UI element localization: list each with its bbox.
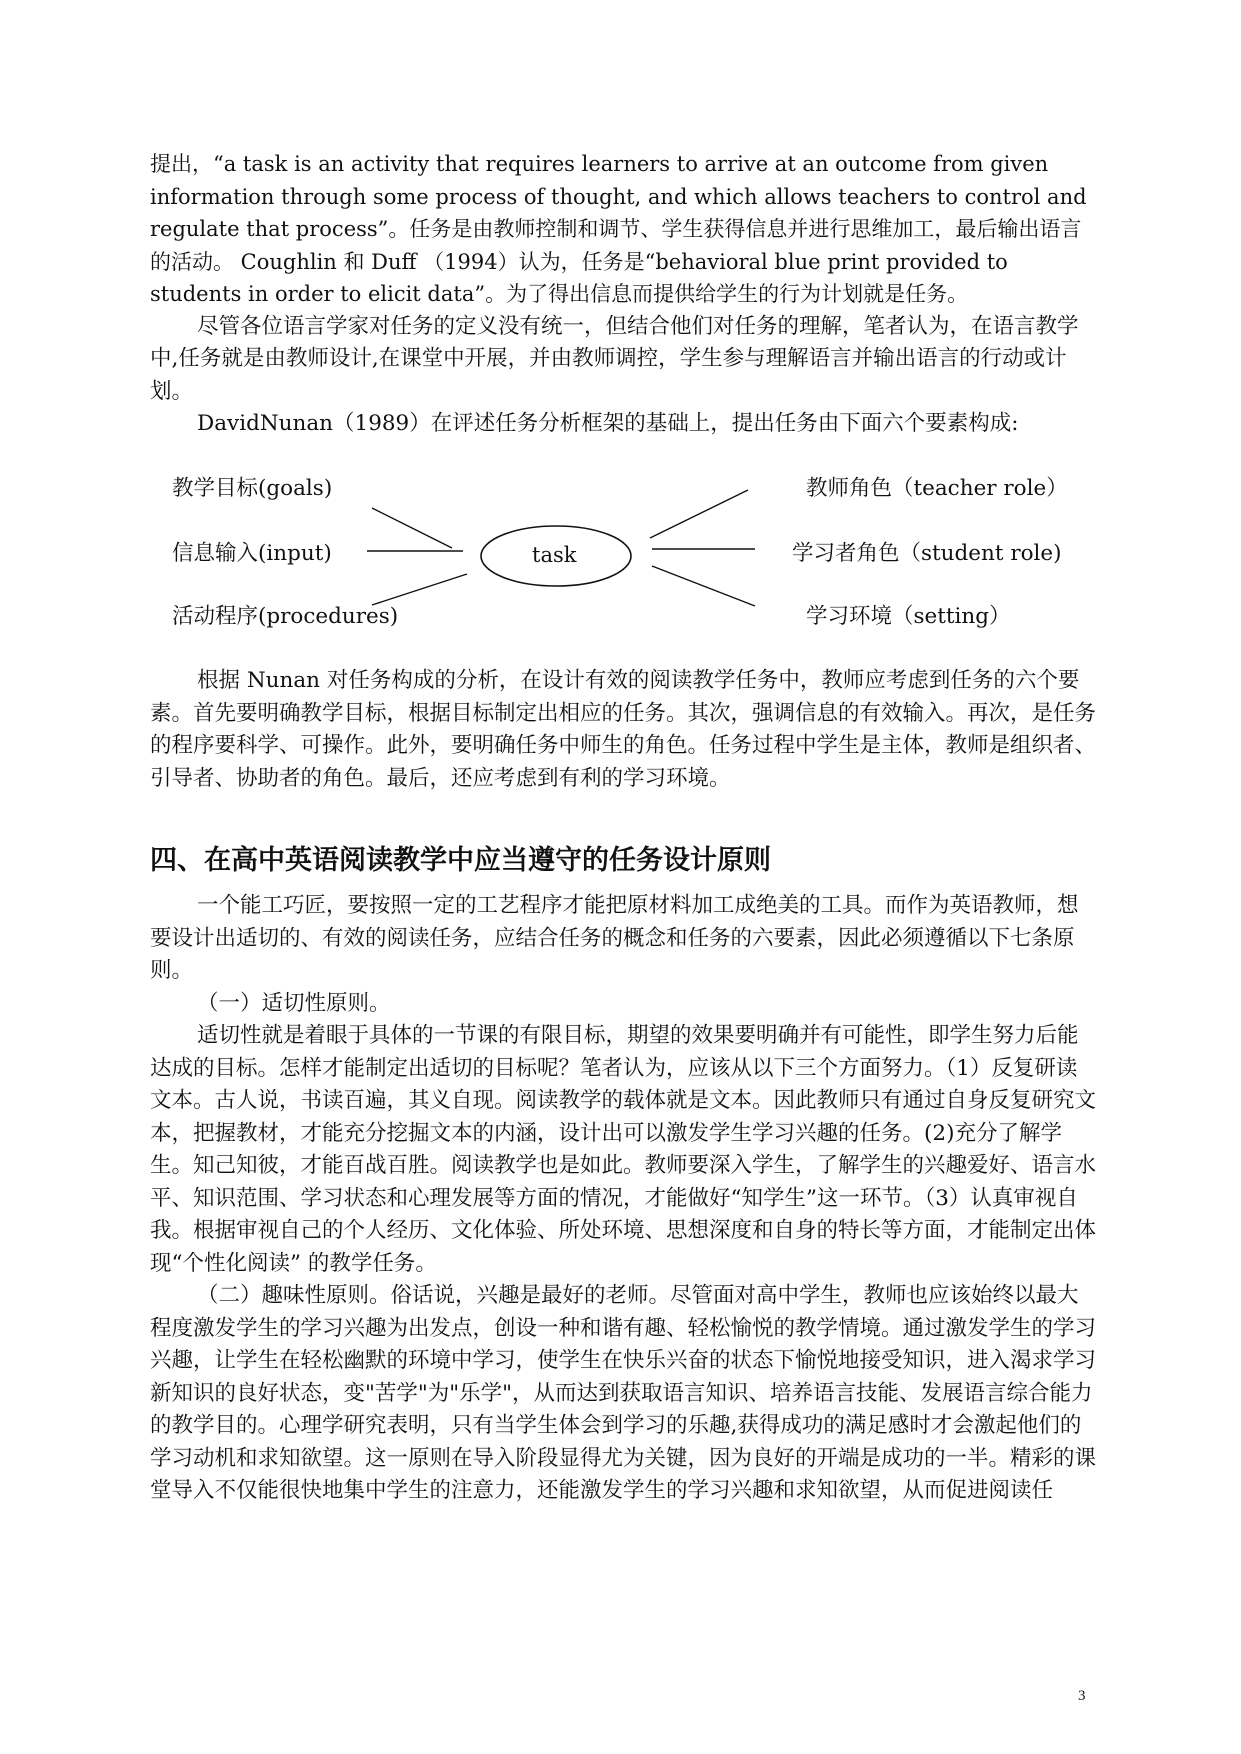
- diagram-label-input: 信息输入(input): [172, 541, 332, 566]
- connector-goals: [372, 508, 452, 548]
- paragraph-principle-2: （二）趣味性原则。俗话说，兴趣是最好的老师。尽管面对高中学生，教师也应该始终以最大程度激发学生的学习兴趣为出发点，创设一种和谐有趣、轻松愉悦的教学情境。通过激发学生的学习兴趣，让学生在轻松幽默的环境中学习，使学生在快乐兴奋的状态下愉悦地接受知识，进入渴求学习新知识的良好状态，变"苦学"为"乐学"，从而达到获取语言知识、培养语言技能、发展语言综合能力的教学目的。心理学研究表明，只有当学生体会到学习的乐趣,获得成功的满足感时才会激起他们的学习动机和求知欲望。这一原则在导入阶段显得尤为关键，因为良好的开端是成功的一半。精彩的课堂导入不仅能很快地集中学生的注意力，还能激发学生的学习兴趣和求知欲望，从而促进阅读任: [150, 1283, 1097, 1503]
- paragraph-principle-1-body: 适切性就是着眼于具体的一节课的有限目标，期望的效果要明确并有可能性，即学生努力后能达成的目标。怎样才能制定出适切的目标呢？笔者认为，应该从以下三个方面努力。（1）反复研读文本。古人说，书读百遍，其义自现。阅读教学的载体就是文本。因此教师只有通过自身反复研究文本，把握教材，才能充分挖掘文本的内涵，设计出可以激发学生学习兴趣的任务。(2)充分了解学生。知己知彼，才能百战百胜。阅读教学也是如此。教师要深入学生，了解学生的兴趣爱好、语言水平、知识范围、学习状态和心理发展等方面的情况，才能做好“知学生”这一环节。（3）认真审视自我。根据审视自己的个人经历、文化体验、所处环境、思想深度和自身的特长等方面，才能制定出体现“个性化阅读” 的教学任务。: [150, 1023, 1097, 1276]
- paragraph-principle-1-title: （一）适切性原则。: [197, 990, 391, 1016]
- paragraph-author-view: 尽管各位语言学家对任务的定义没有统一，但结合他们对任务的理解，笔者认为，在语言教学中,任务就是由教师设计,在课堂中开展，并由教师调控，学生参与理解语言并输出语言的行动或计划。: [150, 313, 1079, 404]
- paragraph-nunan-intro: DavidNunan（1989）在评述任务分析框架的基础上，提出任务由下面六个要素构成:: [197, 411, 1019, 436]
- diagram-label-student-role: 学习者角色（student role): [792, 541, 1062, 566]
- body-text-middle: [150, 665, 1098, 795]
- diagram-label-setting: 学习环境（setting）: [806, 604, 1011, 629]
- diagram-label-goals: 教学目标(goals): [172, 476, 333, 501]
- paragraph-task-definition: 提出，“a task is an activity that requires learners to arrive at an outcome from given information through some process of thought, and which allows teachers to control and regulate that process”。任务是由教师控制和调节、学生获得信息并进行思维加工，最后输出语言的活动。 Coughlin 和 Duff （1994）认为，任务是“behavioral blue print provided to students in order to elicit data”。为了得出信息而提供给学生的行为计划就是任务。: [150, 152, 1087, 306]
- section-heading: 四、在高中英语阅读教学中应当遵守的任务设计原则: [150, 845, 771, 876]
- connector-teacher-role: [650, 490, 748, 538]
- diagram-label-teacher-role: 教师角色（teacher role）: [806, 476, 1068, 501]
- paragraph-nunan-analysis: 根据 Nunan 对任务构成的分析，在设计有效的阅读教学任务中，教师应考虑到任务的六个要素。首先要明确教学目标，根据目标制定出相应的任务。其次，强调信息的有效输入。再次，是任务的程序要科学、可操作。此外，要明确任务中师生的角色。任务过程中学生是主体，教师是组织者、引导者、协助者的角色。最后，还应考虑到有利的学习环境。: [150, 668, 1097, 791]
- diagram-label-procedures: 活动程序(procedures): [172, 604, 399, 629]
- body-text-bottom: [150, 890, 1098, 1508]
- connector-setting: [652, 566, 755, 606]
- diagram-center-task: task: [532, 543, 577, 567]
- paragraph-principles-intro: 一个能工巧匠，要按照一定的工艺程序才能把原材料加工成绝美的工具。而作为英语教师，想要设计出适切的、有效的阅读任务，应结合任务的概念和任务的六要素，因此必须遵循以下七条原则。: [150, 893, 1079, 983]
- page-number: 3: [1078, 1688, 1086, 1704]
